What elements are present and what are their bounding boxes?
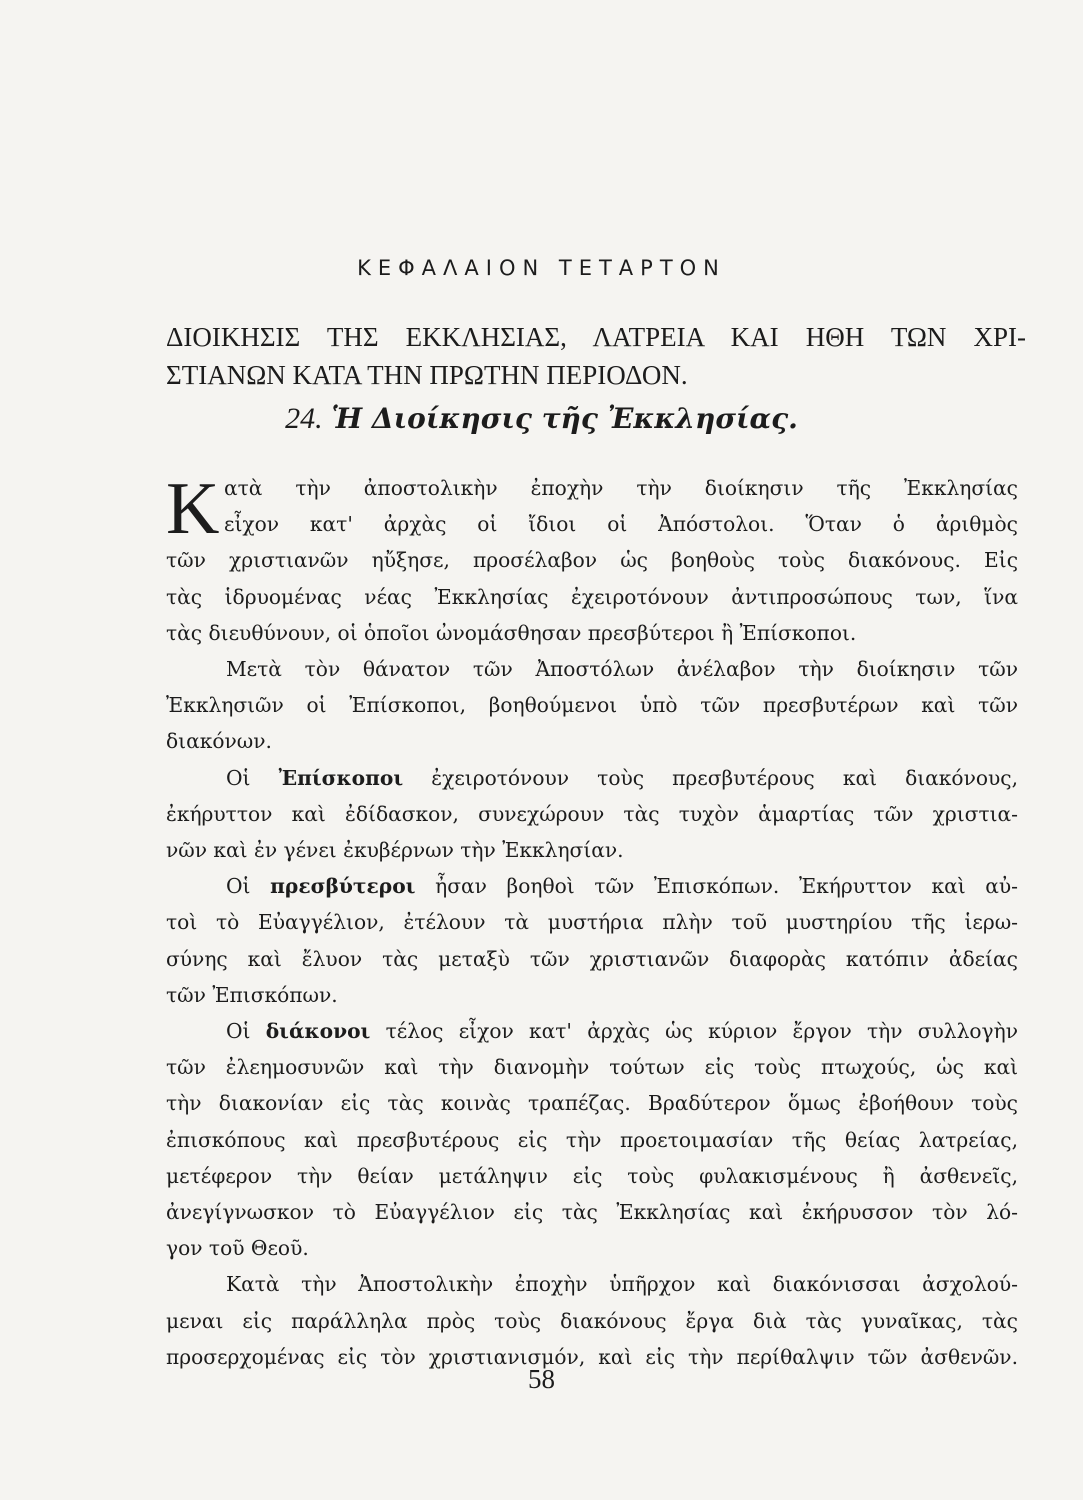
text-line: ἀνεγίγνωσκον τὸ Εὐαγγέλιον εἰς τὰς Ἐκκλησίας καὶ ἐκήρυσσον τὸν λό- [166, 1200, 1018, 1225]
page-number: 58 [528, 1364, 555, 1394]
text-line: Ἐκκλησιῶν οἱ Ἐπίσκοποι, βοηθούμενοι ὑπὸ τῶν πρεσβυτέρων καὶ τῶν [166, 693, 1018, 718]
chapter-title-line: ΔΙΟΙΚΗΣΙΣ ΤΗΣ ΕΚΚΛΗΣΙΑΣ, ΛΑΤΡΕΙΑ ΚΑΙ ΗΘΗ ΤΩΝ ΧΡΙ- [166, 322, 1026, 352]
text-line: μετέφερον τὴν θείαν μετάληψιν εἰς τοὺς φυλακισμένους ἢ ἀσθενεῖς, [166, 1163, 1018, 1188]
text-line: τοὶ τὸ Εὐαγγέλιον, ἐτέλουν τὰ μυστήρια πλὴν τοῦ μυστηρίου τῆς ἱερω- [166, 910, 1018, 935]
text-line: Κατὰ τὴν Ἀποστολικὴν ἐποχὴν ὑπῆρχον καὶ διακόνισσαι ἀσχολού- [226, 1272, 1018, 1297]
text-line: σύνης καὶ ἔλυον τὰς μεταξὺ τῶν χριστιανῶν διαφορὰς κατόπιν ἀδείας [166, 946, 1018, 971]
paragraph-3 [166, 760, 1018, 869]
section-heading [0, 402, 1083, 436]
text-line: ἐπισκόπους καὶ πρεσβυτέρους εἰς τὴν προετοιμασίαν τῆς θείας λατρείας, [166, 1127, 1018, 1152]
text-line: ἐκήρυττον καὶ ἐδίδασκον, συνεχώρουν τὰς τυχὸν ἁμαρτίας τῶν χριστια- [166, 801, 1018, 826]
paragraph-1 [166, 470, 1018, 651]
text-run: Οἱ [226, 1019, 266, 1044]
text-line: τῶν ἐλεημοσυνῶν καὶ τὴν διανομὴν τούτων εἰς τοὺς πτωχούς, ὡς καὶ [166, 1055, 1018, 1080]
text-line: μεναι εἰς παράλληλα πρὸς τοὺς διακόνους ἔργα διὰ τὰς γυναῖκας, τὰς [166, 1308, 1018, 1333]
text-line: διακόνων. [166, 729, 272, 754]
chapter-title [166, 318, 1026, 394]
text-run: Οἱ [226, 765, 279, 790]
text-line: γον τοῦ Θεοῦ. [166, 1236, 309, 1261]
text-line: τὴν διακονίαν εἰς τὰς κοινὰς τραπέζας. Βραδύτερον ὅμως ἐβοήθουν τοὺς [166, 1091, 1018, 1116]
text-line: νῶν καὶ ἐν γένει ἐκυβέρνων τὴν Ἐκκλησίαν. [166, 838, 624, 863]
text-line: τῶν χριστιανῶν ηὔξησε, προσέλαβον ὡς βοηθοὺς τοὺς διακόνους. Εἰς [166, 548, 1018, 573]
text-run: τέλος εἶχον κατ' ἀρχὰς ὡς κύριον ἔργον τὴν συλλογὴν [370, 1019, 1018, 1044]
section-title: Ἡ Διοίκησις τῆς Ἐκκλησίας. [331, 402, 798, 435]
drop-cap: Κ [166, 468, 220, 550]
paragraph-2 [166, 651, 1018, 760]
paragraph-6 [166, 1266, 1018, 1375]
text-line: προσερχομένας εἰς τὸν χριστιανισμόν, καὶ εἰς τὴν περίθαλψιν τῶν ἀσθενῶν. [166, 1344, 1018, 1369]
bold-term: διάκονοι [265, 1019, 371, 1044]
text-run: Οἱ [226, 874, 271, 899]
text-line [166, 1013, 1018, 1049]
text-line: ατὰ τὴν ἀποστολικὴν ἐποχὴν τὴν διοίκησιν τῆς Ἐκκλησίας [224, 476, 1018, 500]
text-line: τὰς διευθύνουν, οἱ ὁποῖοι ὠνομάσθησαν πρεσβύτεροι ἢ Ἐπίσκοποι. [166, 620, 857, 645]
paragraph-4 [166, 868, 1018, 1013]
text-line: τῶν Ἐπισκόπων. [166, 982, 338, 1007]
chapter-label: ΚΕΦΑΛΑΙΟΝ ΤΕΤΑΡΤΟΝ [357, 256, 726, 280]
section-number: 24. [285, 402, 323, 435]
text-run: ἐχειροτόνουν τοὺς πρεσβυτέρους καὶ διακόνους, [403, 765, 1019, 790]
text-line [166, 760, 1018, 796]
paragraph-5 [166, 1013, 1018, 1266]
text-run: ἦσαν βοηθοὶ τῶν Ἐπισκόπων. Ἐκήρυττον καὶ αὐ- [415, 874, 1019, 899]
bold-term: Ἐπίσκοποι [278, 765, 404, 790]
text-line: τὰς ἱδρυομένας νέας Ἐκκλησίας ἐχειροτόνουν ἀντιπροσώπους των, ἵνα [166, 584, 1018, 609]
body-text [166, 470, 1018, 1375]
text-line: εἶχον κατ' ἀρχὰς οἱ ἴδιοι οἱ Ἀπόστολοι. Ὅταν ὁ ἀριθμὸς [224, 512, 1018, 537]
text-line: Μετὰ τὸν θάνατον τῶν Ἀποστόλων ἀνέλαβον τὴν διοίκησιν τῶν [226, 657, 1018, 682]
bold-term: πρεσβύτεροι [270, 874, 416, 899]
chapter-title-line: ΣΤΙΑΝΩΝ ΚΑΤΑ ΤΗΝ ΠΡΩΤΗΝ ΠΕΡΙΟΔΟΝ. [166, 360, 688, 390]
text-line [166, 868, 1018, 904]
